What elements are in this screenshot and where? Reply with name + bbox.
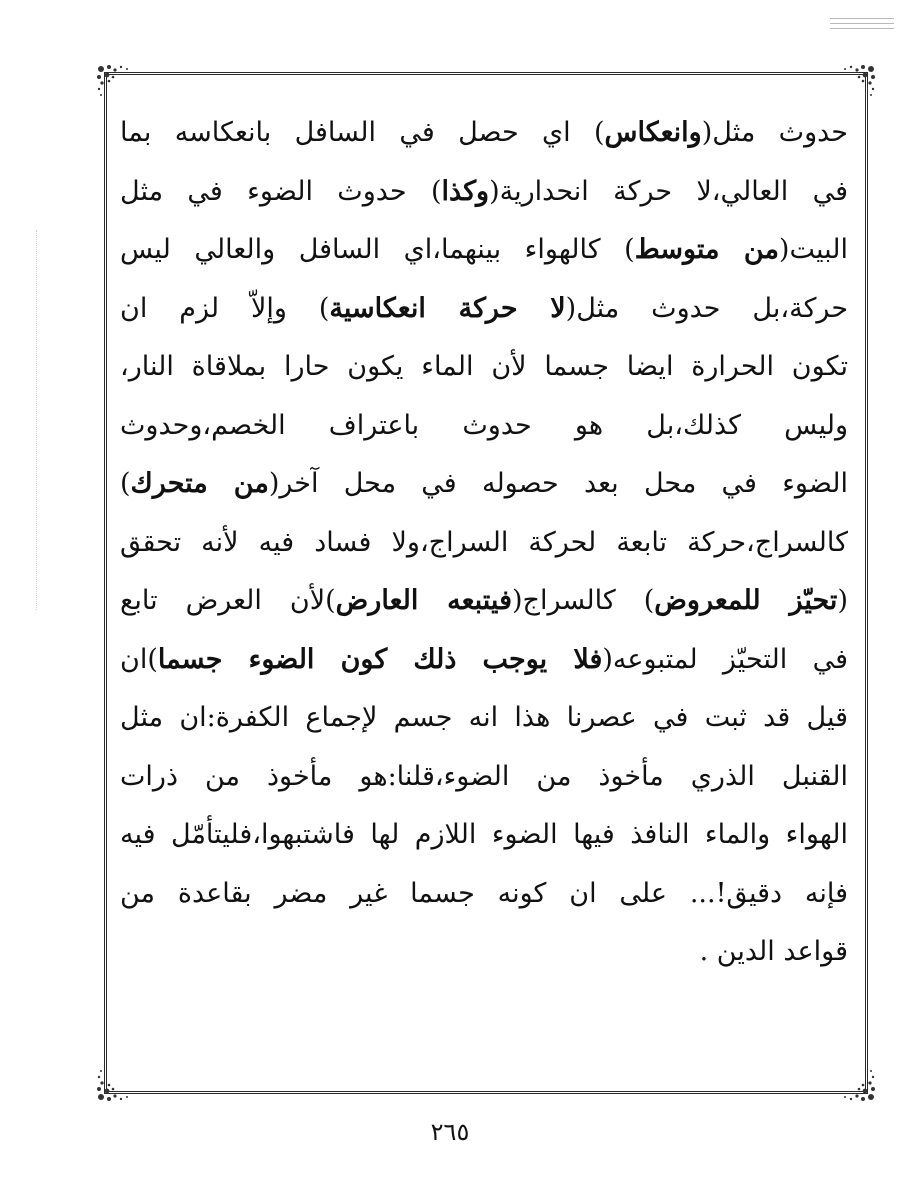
text-segment: حدوث مثل(	[701, 117, 848, 148]
text-line	[120, 923, 848, 982]
text-line	[120, 338, 848, 397]
corner-ornament-top-left	[93, 61, 141, 109]
text-segment: الهواء والماء النافذ فيها الضوء اللازم لها فاشتبهوا،فليتأمّل فيه	[120, 819, 848, 850]
text-line	[120, 806, 848, 865]
text-segment: ) حدوث الضوء في مثل	[120, 175, 442, 207]
text-segment: في التحيّز لمتبوعه(	[602, 643, 848, 675]
scan-margin-speck	[36, 230, 39, 610]
corner-ornament-bottom-right	[831, 1057, 879, 1105]
text-segment: كالسراج،حركة تابعة لحركة السراج،ولا فساد فيه لأنه تحقق	[120, 526, 848, 558]
body-text	[120, 104, 848, 982]
text-segment: )	[120, 468, 131, 499]
text-line	[120, 689, 848, 748]
text-segment: وليس كذلك،بل هو حدوث باعتراف الخصم،وحدوث	[120, 409, 848, 441]
text-line	[120, 455, 848, 514]
text-segment: الضوء في محل بعد حصوله في محل آخر(	[268, 468, 848, 499]
bold-term: فيتبعه العارض	[335, 585, 512, 616]
text-segment: فإنه دقيق!... على ان كونه جسما غير مضر بقاعدة من	[120, 877, 848, 909]
text-line	[120, 280, 848, 339]
corner-ornament-bottom-left	[93, 1057, 141, 1105]
text-segment: ) اي حصل في السافل بانعكاسه بما	[120, 117, 605, 148]
text-segment: ) كالهواء بينهما،اي السافل والعالي ليس	[120, 234, 635, 265]
text-segment: حركة،بل حدوث مثل(	[565, 292, 848, 324]
text-segment: تكون الحرارة ايضا جسما لأن الماء يكون حارا بملاقاة النار،	[120, 351, 848, 382]
text-segment: قواعد الدين .	[699, 936, 848, 967]
corner-ornament-top-right	[831, 61, 879, 109]
text-line	[120, 572, 848, 631]
text-segment: في العالي،لا حركة انحدارية(	[489, 175, 848, 207]
text-segment: ) وإلاّ لزم ان	[120, 292, 330, 324]
text-segment: )ان	[120, 643, 158, 675]
bold-term: من متحرك	[130, 468, 269, 499]
bold-term: وانعكاس	[604, 117, 702, 148]
text-segment: )لأن العرض تابع	[120, 585, 336, 616]
text-line	[120, 163, 848, 222]
text-segment: قيل قد ثبت في عصرنا هذا انه جسم لإجماع الكفرة:ان مثل	[120, 702, 848, 733]
text-line	[120, 104, 848, 163]
bold-term: لا حركة انعكاسية	[329, 292, 566, 324]
text-segment: البيت(	[778, 234, 848, 265]
bold-term: من متوسط	[634, 234, 779, 265]
text-line	[120, 748, 848, 807]
bold-term: فلا يوجب ذلك كون الضوء جسما	[157, 643, 603, 675]
text-line	[120, 397, 848, 456]
text-segment: القنبل الذري مأخوذ من الضوء،قلنا:هو مأخوذ من ذرات	[120, 760, 848, 792]
text-segment: ) كالسراج(	[511, 585, 655, 616]
text-segment: (	[837, 585, 848, 616]
scan-artifact	[830, 14, 894, 34]
text-line	[120, 865, 848, 924]
bold-term: وكذا	[441, 175, 490, 207]
text-line	[120, 514, 848, 573]
page-number: ٢٦٥	[430, 1118, 470, 1146]
text-line	[120, 221, 848, 280]
bold-term: تحيّز للمعروض	[654, 585, 838, 616]
text-line	[120, 631, 848, 690]
